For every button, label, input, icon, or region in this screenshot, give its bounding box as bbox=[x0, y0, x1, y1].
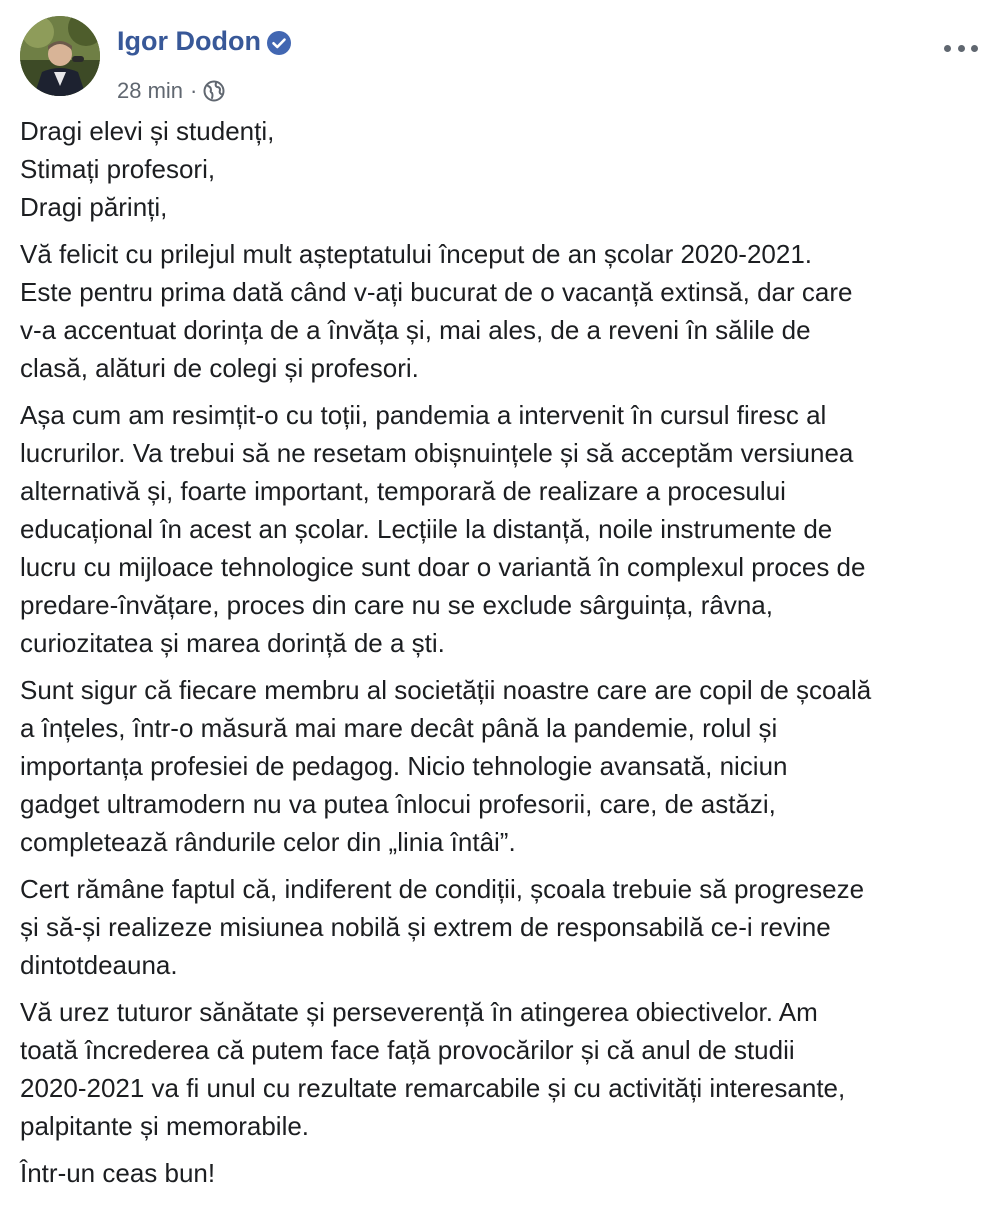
text-line: completează rândurile celor din „linia întâi”. bbox=[20, 827, 516, 857]
text-line: educațional în acest an școlar. Lecțiile la distanță, noile instrumente de bbox=[20, 514, 833, 544]
text-line: Este pentru prima dată când v-ați bucurat de o vacanță extinsă, dar care bbox=[20, 277, 853, 307]
text-line: Stimați profesori, bbox=[20, 154, 216, 184]
meta-separator: · bbox=[190, 78, 198, 103]
text-line: v-a accentuat dorința de a învăța și, mai ales, de a reveni în sălile de bbox=[20, 315, 811, 345]
text-line: Dragi părinți, bbox=[20, 192, 168, 222]
author-name[interactable] bbox=[117, 24, 291, 58]
text-line: Așa cum am resimțit-o cu toții, pandemia a intervenit în cursul firesc al bbox=[20, 400, 827, 430]
post-paragraph bbox=[20, 235, 985, 387]
text-line: lucru cu mijloace tehnologice sunt doar o variantă în complexul proces de bbox=[20, 552, 866, 582]
text-line: 2020-2021 va fi unul cu rezultate remarcabile și cu activități interesante, bbox=[20, 1073, 846, 1103]
more-dot bbox=[958, 45, 965, 52]
more-options-icon[interactable] bbox=[944, 38, 978, 58]
text-line: dintotdeauna. bbox=[20, 950, 178, 980]
text-line: alternativă și, foarte important, temporară de realizare a procesului bbox=[20, 476, 786, 506]
more-dot bbox=[944, 45, 951, 52]
text-line: și să-și realizeze misiunea nobilă și extrem de responsabilă ce-i revine bbox=[20, 912, 831, 942]
post-meta bbox=[117, 78, 225, 104]
text-line: Cert rămâne faptul că, indiferent de condiții, școala trebuie să progreseze bbox=[20, 874, 865, 904]
post-paragraph bbox=[20, 1154, 985, 1192]
text-line: curiozitatea și marea dorință de a ști. bbox=[20, 628, 445, 658]
post-timestamp[interactable]: 28 min bbox=[117, 78, 184, 103]
text-line: predare-învățare, proces din care nu se exclude sârguința, râvna, bbox=[20, 590, 773, 620]
post-header bbox=[20, 16, 980, 103]
author-name-text[interactable]: Igor Dodon bbox=[117, 26, 261, 56]
post-text bbox=[20, 112, 985, 1201]
post-paragraph bbox=[20, 870, 985, 984]
text-line: toată încrederea că putem face față provocărilor și că anul de studii bbox=[20, 1035, 795, 1065]
avatar[interactable] bbox=[20, 16, 100, 96]
text-line: Dragi elevi și studenți, bbox=[20, 116, 275, 146]
post-paragraph bbox=[20, 396, 985, 662]
text-line: palpitante și memorabile. bbox=[20, 1111, 310, 1141]
more-dot bbox=[971, 45, 978, 52]
text-line: a înțeles, într-o măsură mai mare decât până la pandemie, rolul și bbox=[20, 713, 778, 743]
text-line: lucrurilor. Va trebui să ne resetam obișnuințele și să acceptăm versiunea bbox=[20, 438, 854, 468]
post-paragraph bbox=[20, 112, 985, 226]
text-line: gadget ultramodern nu va putea înlocui profesorii, care, de astăzi, bbox=[20, 789, 776, 819]
text-line: Într-un ceas bun! bbox=[20, 1158, 216, 1188]
text-line: Vă urez tuturor sănătate și perseverență în atingerea obiectivelor. Am bbox=[20, 997, 818, 1027]
text-line: importanța profesiei de pedagog. Nicio tehnologie avansată, niciun bbox=[20, 751, 788, 781]
avatar-photo bbox=[20, 16, 100, 96]
post-paragraph bbox=[20, 993, 985, 1145]
text-line: Sunt sigur că fiecare membru al societății noastre care are copil de școală bbox=[20, 675, 872, 705]
text-line: clasă, alături de colegi și profesori. bbox=[20, 353, 419, 383]
post-paragraph bbox=[20, 671, 985, 861]
text-line: Vă felicit cu prilejul mult așteptatului început de an școlar 2020-2021. bbox=[20, 239, 813, 269]
verified-badge-icon bbox=[267, 29, 291, 53]
globe-icon[interactable] bbox=[203, 80, 225, 102]
